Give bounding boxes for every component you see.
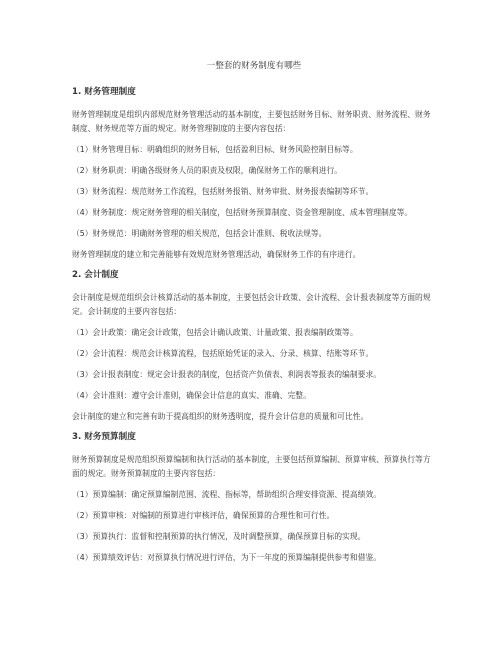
section-outro: 会计制度的建立和完善有助于提高组织的财务透明度，提升会计信息的质量和可比性。 <box>72 412 369 421</box>
list-item: （1）预算编制：确定预算编制范围、流程、指标等，帮助组织合理安排资源、提高绩效。 <box>72 490 382 499</box>
section-outro: 财务管理制度的建立和完善能够有效规范财务管理活动，确保财务工作的有序进行。 <box>72 250 361 259</box>
section-financial-management <box>72 86 436 262</box>
section-accounting <box>72 269 436 424</box>
list-item: （1）会计政策：确定会计政策，包括会计确认政策、计量政策、报表编制政策等。 <box>72 328 358 337</box>
section-heading: 3. 财务预算制度 <box>72 432 136 442</box>
list-item: （3）会计报表制度：规定会计报表的制度，包括资产负债表、利润表等报表的编制要求。 <box>72 370 382 379</box>
list-item: （4）预算绩效评估：对预算执行情况进行评估，为下一年度的预算编制提供参考和借鉴。 <box>72 553 382 562</box>
list-item: （4）会计准则：遵守会计准则，确保会计信息的真实、准确、完整。 <box>72 391 311 400</box>
list-item: （4）财务制度：规定财务管理的相关制度，包括财务预算制度、资金管理制度、成本管理制度等。 <box>72 208 413 217</box>
list-item: （2）会计流程：规范会计核算流程，包括原始凭证的录入、分录、核算、结账等环节。 <box>72 349 374 358</box>
section-heading: 2. 会计制度 <box>72 270 119 280</box>
section-intro: 财务预算制度是规范组织预算编制和执行活动的基本制度，主要包括预算编制、预算审核、预算执行等方面的规定。财务预算制度的主要内容包括： <box>72 455 431 478</box>
list-item: （3）预算执行：监督和控制预算的执行情况，及时调整预算，确保预算目标的实现。 <box>72 532 366 541</box>
section-heading: 1. 财务管理制度 <box>72 87 136 97</box>
list-item: （1）财务管理目标：明确组织的财务目标，包括盈利目标、财务风险控制目标等。 <box>72 145 358 154</box>
list-item: （2）财务职责：明确各级财务人员的职责及权限，确保财务工作的顺利进行。 <box>72 166 343 175</box>
section-intro: 会计制度是规范组织会计核算活动的基本制度，主要包括会计政策、会计流程、会计报表制度等方面的规定。会计制度的主要内容包括： <box>72 293 431 316</box>
section-budget <box>72 431 436 565</box>
document-title: 一整套的财务制度有哪些 <box>206 61 302 71</box>
list-item: （3）财务流程：规范财务工作流程，包括财务报销、财务审批、财务报表编制等环节。 <box>72 187 374 196</box>
list-item: （5）财务规范：明确财务管理的相关规范，包括会计准则、税收法规等。 <box>72 229 327 238</box>
list-item: （2）预算审核：对编制的预算进行审核评估，确保预算的合理性和可行性。 <box>72 511 335 520</box>
section-intro: 财务管理制度是组织内部规范财务管理活动的基本制度，主要包括财务目标、财务职责、财务流程、财务制度、财务规范等方面的规定。财务管理制度的主要内容包括： <box>72 110 431 133</box>
